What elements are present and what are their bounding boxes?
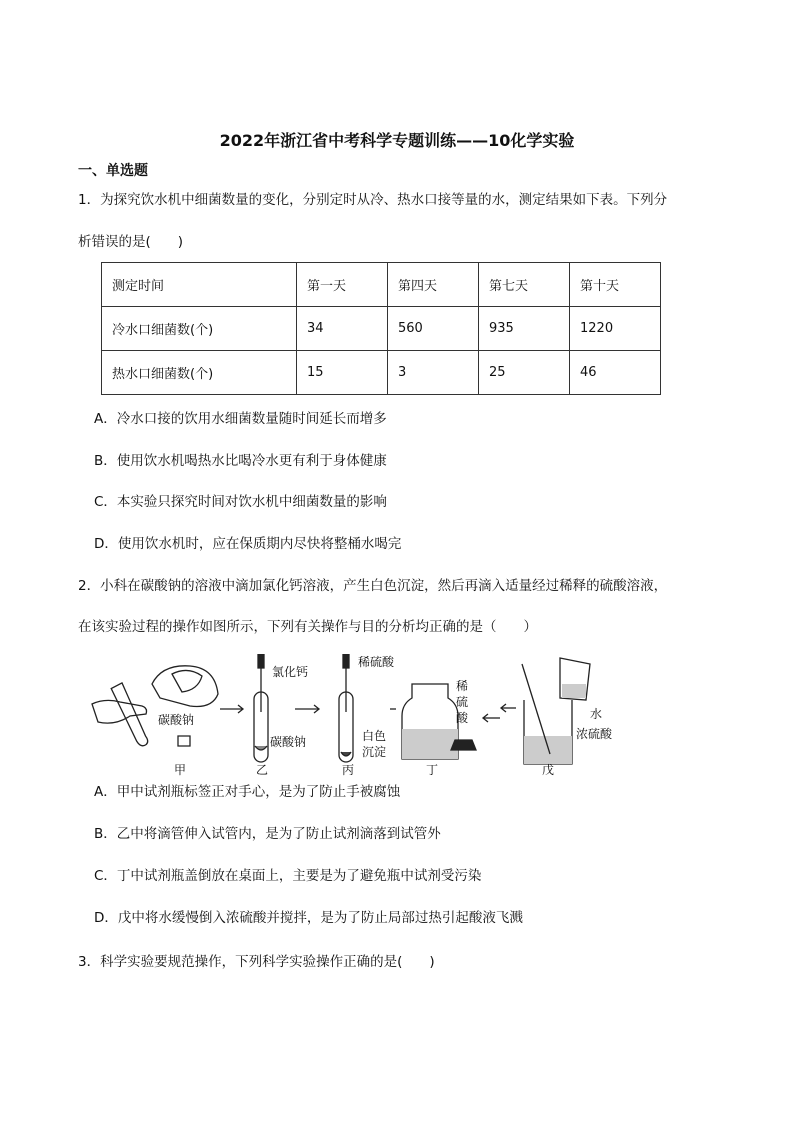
section-heading: 一、单选题 [78,163,148,179]
label-bing-bottom-1: 白色 [362,729,387,743]
table-cell: 3 [388,351,479,395]
q1-option-c[interactable]: C．本实验只探究时间对饮水机中细菌数量的影响 [94,494,387,510]
table-cell: 1220 [570,307,661,351]
table-header-cell: 测定时间 [102,263,297,307]
table-cell: 46 [570,351,661,395]
experiment-figure [90,654,630,779]
q2-option-a[interactable]: A．甲中试剂瓶标签正对手心，是为了防止手被腐蚀 [94,784,401,800]
table-cell: 34 [297,307,388,351]
q1-option-a[interactable]: A．冷水口接的饮用水细菌数量随时间延长而增多 [94,411,387,427]
table-cell: 15 [297,351,388,395]
label-ding-1: 稀 [456,679,469,693]
label-bing-bottom-2: 沉淀 [362,745,387,759]
table-header-cell: 第一天 [297,263,388,307]
page-title: 2022年浙江省中考科学专题训练——10化学实验 [219,131,575,150]
table-cell: 冷水口细菌数(个) [102,307,297,351]
q1-option-d[interactable]: D．使用饮水机时，应在保质期内尽快将整桶水喝完 [94,536,402,552]
table-cell: 热水口细菌数(个) [102,351,297,395]
table-cell: 560 [388,307,479,351]
label-yi-top: 氯化钙 [272,665,309,679]
label-bing-top: 稀硫酸 [358,655,395,669]
table-header-cell: 第四天 [388,263,479,307]
q2-option-d[interactable]: D．戊中将水缓慢倒入浓硫酸并搅拌，是为了防止局部过热引起酸液飞溅 [94,910,523,926]
question-1-line-1: 1．为探究饮水机中细菌数量的变化，分别定时从冷、热水口接等量的水，测定结果如下表。下列分 [78,192,668,208]
table-header-cell: 第七天 [479,263,570,307]
table-cell: 25 [479,351,570,395]
bacteria-table [101,262,661,395]
label-wu-water: 水 [590,707,603,721]
panel-label-wu: 戊 [542,763,555,777]
table-row [102,351,661,395]
panel-label-bing: 丙 [342,763,355,777]
table-header-cell: 第十天 [570,263,661,307]
label-wu-acid: 浓硫酸 [576,727,613,741]
panel-label-yi: 乙 [256,763,269,777]
q2-option-b[interactable]: B．乙中将滴管伸入试管内，是为了防止试剂滴落到试管外 [94,826,441,842]
table-row [102,307,661,351]
question-3-line-1: 3．科学实验要规范操作，下列科学实验操作正确的是( ) [78,954,435,970]
label-ding-2: 硫 [456,695,469,709]
label-jia-reagent: 碳酸钠 [158,713,195,727]
q2-option-c[interactable]: C．丁中试剂瓶盖倒放在桌面上，主要是为了避免瓶中试剂受污染 [94,868,482,884]
question-2-line-2: 在该实验过程的操作如图所示，下列有关操作与目的分析均正确的是（ ） [78,619,537,635]
label-yi-bottom: 碳酸钠 [270,735,307,749]
question-1-line-2: 析错误的是( ) [78,234,184,250]
panel-label-jia: 甲 [174,763,187,777]
label-ding-3: 酸 [456,711,469,725]
panel-label-ding: 丁 [426,763,439,777]
question-2-line-1: 2．小科在碳酸钠的溶液中滴加氯化钙溶液，产生白色沉淀，然后再滴入适量经过稀释的硫酸溶液， [78,578,668,594]
table-cell: 935 [479,307,570,351]
table-header-row [102,263,661,307]
q1-option-b[interactable]: B．使用饮水机喝热水比喝冷水更有利于身体健康 [94,453,387,469]
